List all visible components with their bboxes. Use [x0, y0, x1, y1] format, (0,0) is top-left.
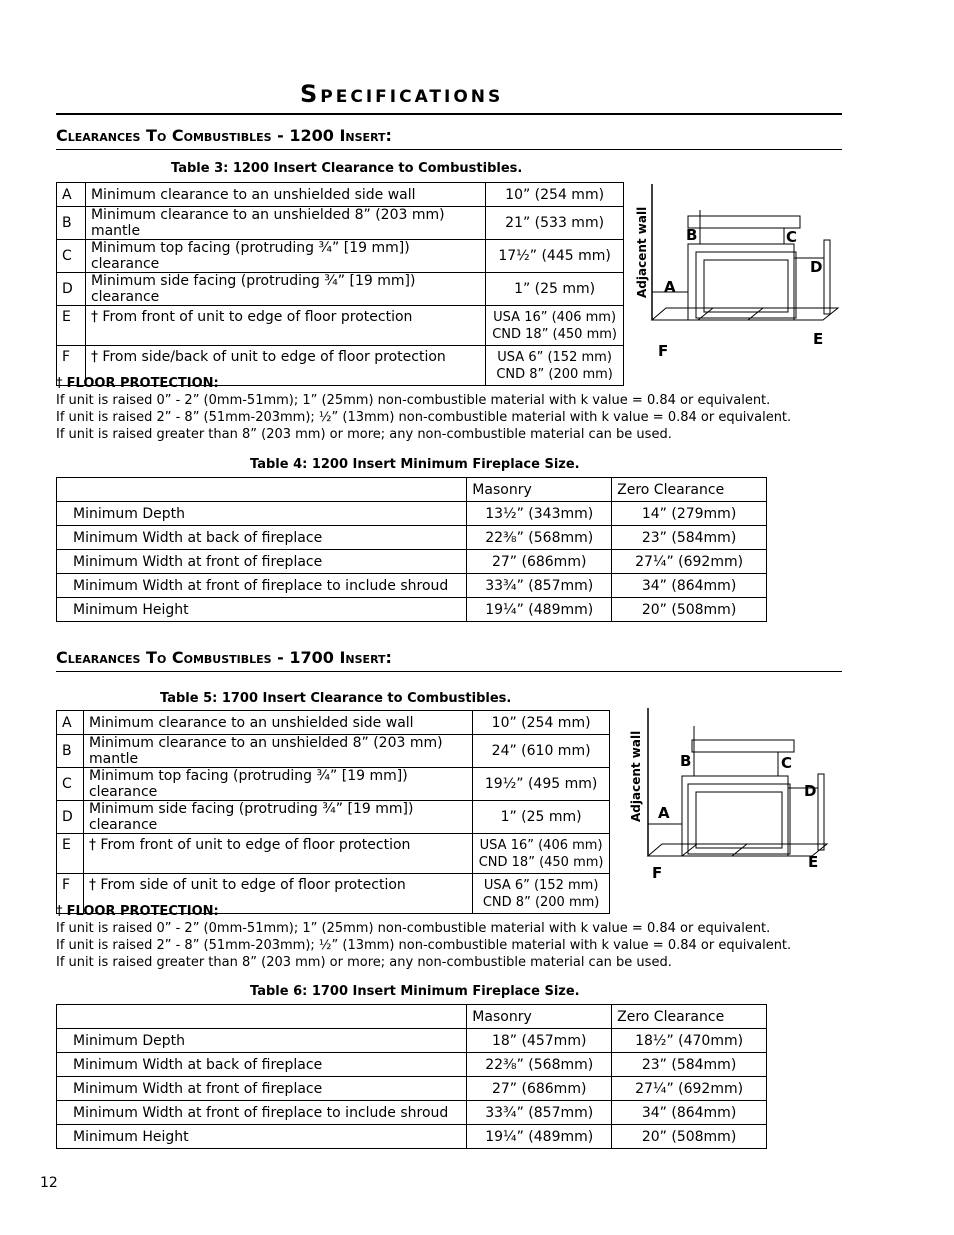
label-f: F	[658, 342, 669, 360]
size-zero: 20” (508mm)	[612, 598, 767, 622]
size-masonry: 27” (686mm)	[467, 1077, 612, 1101]
value-cnd: CND 8” (200 mm)	[496, 366, 613, 382]
table-row	[57, 1101, 767, 1125]
floor-protection-line: If unit is raised greater than 8” (203 mm) or more; any non-combustible material can be used.	[56, 955, 672, 970]
floor-protection-line: If unit is raised 2” - 8” (51mm-203mm); ½” (13mm) non-combustible material with k value = 0.84 or equivalent.	[56, 410, 792, 425]
value-cnd: CND 8” (200 mm)	[482, 894, 600, 910]
row-description: † From side/back of unit to edge of floor protection	[85, 346, 485, 386]
section-heading-1700: Clearances To Combustibles - 1700 Insert:	[56, 648, 392, 667]
size-masonry: 18” (457mm)	[467, 1029, 612, 1053]
row-description: Minimum top facing (protruding ¾” [19 mm]) clearance	[83, 768, 472, 801]
row-description: Minimum clearance to an unshielded 8” (203 mm) mantle	[85, 207, 485, 240]
label-e: E	[808, 853, 819, 871]
size-label: Minimum Height	[57, 1125, 467, 1149]
size-zero: 23” (584mm)	[612, 526, 767, 550]
label-d: D	[804, 782, 817, 800]
label-e: E	[813, 330, 824, 348]
label-f: F	[652, 864, 663, 882]
floor-protection-heading: FLOOR PROTECTION:	[66, 376, 219, 391]
table-row	[57, 711, 610, 735]
table-row	[57, 550, 767, 574]
floor-protection-note-1200	[56, 375, 856, 443]
size-label: Minimum Width at front of fireplace to include shroud	[57, 574, 467, 598]
side-facing	[818, 774, 824, 850]
row-value: 21” (533 mm)	[486, 207, 624, 240]
value-usa: USA 16” (406 mm)	[493, 309, 617, 325]
table-row	[57, 574, 767, 598]
wall-label: Adjacent wall	[629, 730, 643, 822]
wall-label: Adjacent wall	[635, 206, 649, 298]
row-description: Minimum side facing (protruding ¾” [19 mm]) clearance	[85, 273, 485, 306]
value-usa: USA 6” (152 mm)	[497, 349, 612, 365]
row-letter: D	[57, 273, 86, 306]
clearance-diagram-1200	[628, 180, 843, 360]
row-value: 1” (25 mm)	[486, 273, 624, 306]
floor-protection-line: If unit is raised 0” - 2” (0mm-51mm); 1” (25mm) non-combustible material with k value = 0.84 or equivalent.	[56, 393, 771, 408]
row-letter: C	[57, 768, 84, 801]
size-masonry: 19¼” (489mm)	[467, 598, 612, 622]
size-label: Minimum Width at front of fireplace	[57, 1077, 467, 1101]
header-zero-clearance: Zero Clearance	[612, 478, 767, 502]
size-zero: 34” (864mm)	[612, 1101, 767, 1125]
label-a: A	[658, 804, 670, 822]
label-b: B	[680, 752, 692, 770]
label-d: D	[810, 258, 823, 276]
row-value: 24” (610 mm)	[473, 735, 610, 768]
row-description: Minimum side facing (protruding ¾” [19 mm]) clearance	[83, 801, 472, 834]
size-label: Minimum Height	[57, 598, 467, 622]
size-masonry: 22⅜” (568mm)	[467, 526, 612, 550]
row-description: Minimum clearance to an unshielded side wall	[85, 183, 485, 207]
header-masonry: Masonry	[467, 478, 612, 502]
size-table-1700	[56, 1004, 767, 1149]
size-label: Minimum Width at front of fireplace	[57, 550, 467, 574]
table-caption-5: Table 5: 1700 Insert Clearance to Combustibles.	[160, 691, 512, 706]
size-masonry: 22⅜” (568mm)	[467, 1053, 612, 1077]
table-row	[57, 526, 767, 550]
clearance-diagram-1700	[622, 706, 837, 886]
row-value: 17½” (445 mm)	[486, 240, 624, 273]
row-value: 10” (254 mm)	[473, 711, 610, 735]
row-description: † From side of unit to edge of floor protection	[83, 874, 472, 914]
floor-protection-note-1700	[56, 903, 856, 971]
floor-protection-heading: FLOOR PROTECTION:	[66, 904, 219, 919]
size-masonry: 33¾” (857mm)	[467, 1101, 612, 1125]
dagger-symbol: †	[56, 376, 63, 391]
floor-protection-line: If unit is raised 2” - 8” (51mm-203mm); ½” (13mm) non-combustible material with k value = 0.84 or equivalent.	[56, 938, 792, 953]
row-description: † From front of unit to edge of floor protection	[83, 834, 472, 874]
table-caption-4: Table 4: 1200 Insert Minimum Fireplace Size.	[250, 457, 580, 472]
row-letter: E	[57, 306, 86, 346]
size-masonry: 13½” (343mm)	[467, 502, 612, 526]
size-zero: 27¼” (692mm)	[612, 550, 767, 574]
row-value: 19½” (495 mm)	[473, 768, 610, 801]
table-row	[57, 1077, 767, 1101]
side-facing	[824, 240, 830, 314]
size-label: Minimum Depth	[57, 502, 467, 526]
table-row	[57, 1125, 767, 1149]
table-row	[57, 735, 610, 768]
size-zero: 14” (279mm)	[612, 502, 767, 526]
floor-protection-line: If unit is raised 0” - 2” (0mm-51mm); 1” (25mm) non-combustible material with k value = 0.84 or equivalent.	[56, 921, 771, 936]
table-row	[57, 502, 767, 526]
row-description: Minimum top facing (protruding ¾” [19 mm]) clearance	[85, 240, 485, 273]
size-table-1200	[56, 477, 767, 622]
table-caption-3: Table 3: 1200 Insert Clearance to Combustibles.	[171, 161, 523, 176]
clearance-table-1200	[56, 182, 624, 386]
row-value	[473, 834, 610, 874]
size-masonry: 27” (686mm)	[467, 550, 612, 574]
table-row	[57, 207, 624, 240]
row-letter: F	[57, 874, 84, 914]
value-cnd: CND 18” (450 mm)	[492, 326, 617, 342]
size-label: Minimum Depth	[57, 1029, 467, 1053]
page-number: 12	[40, 1175, 58, 1191]
row-value: 10” (254 mm)	[486, 183, 624, 207]
row-description: † From front of unit to edge of floor protection	[85, 306, 485, 346]
value-usa: USA 6” (152 mm)	[483, 877, 599, 893]
row-letter: B	[57, 207, 86, 240]
row-letter: A	[57, 711, 84, 735]
header-masonry: Masonry	[467, 1005, 612, 1029]
size-label: Minimum Width at back of fireplace	[57, 1053, 467, 1077]
label-c: C	[781, 754, 793, 772]
page-title: Specifications	[300, 80, 504, 108]
size-zero: 27¼” (692mm)	[612, 1077, 767, 1101]
row-value	[486, 306, 624, 346]
value-usa: USA 16” (406 mm)	[479, 837, 603, 853]
table-row	[57, 1053, 767, 1077]
size-masonry: 19¼” (489mm)	[467, 1125, 612, 1149]
row-letter: F	[57, 346, 86, 386]
label-c: C	[786, 228, 798, 246]
row-description: Minimum clearance to an unshielded 8” (203 mm) mantle	[83, 735, 472, 768]
size-zero: 34” (864mm)	[612, 574, 767, 598]
floor-protection-line: If unit is raised greater than 8” (203 mm) or more; any non-combustible material can be used.	[56, 427, 672, 442]
value-cnd: CND 18” (450 mm)	[478, 854, 604, 870]
mantle	[692, 740, 794, 752]
row-letter: D	[57, 801, 84, 834]
size-zero: 18½” (470mm)	[612, 1029, 767, 1053]
table-header-row	[57, 1005, 767, 1029]
size-label: Minimum Width at front of fireplace to include shroud	[57, 1101, 467, 1125]
header-blank	[57, 1005, 467, 1029]
row-letter: E	[57, 834, 84, 874]
header-zero-clearance: Zero Clearance	[612, 1005, 767, 1029]
size-masonry: 33¾” (857mm)	[467, 574, 612, 598]
label-b: B	[686, 226, 698, 244]
size-zero: 20” (508mm)	[612, 1125, 767, 1149]
table-row	[57, 273, 624, 306]
row-letter: C	[57, 240, 86, 273]
insert-glass	[696, 792, 782, 848]
table-row	[57, 306, 624, 346]
title-rule	[56, 113, 842, 115]
table-row	[57, 240, 624, 273]
clearance-table-1700	[56, 710, 610, 914]
dagger-symbol: †	[56, 904, 63, 919]
insert-glass	[704, 260, 788, 312]
section-rule-1700	[56, 671, 842, 672]
size-label: Minimum Width at back of fireplace	[57, 526, 467, 550]
table-row	[57, 183, 624, 207]
row-value: 1” (25 mm)	[473, 801, 610, 834]
row-letter: A	[57, 183, 86, 207]
table-row	[57, 834, 610, 874]
row-letter: B	[57, 735, 84, 768]
table-row	[57, 598, 767, 622]
table-caption-6: Table 6: 1700 Insert Minimum Fireplace Size.	[250, 984, 580, 999]
size-zero: 23” (584mm)	[612, 1053, 767, 1077]
header-blank	[57, 478, 467, 502]
mantle	[688, 216, 800, 228]
label-a: A	[664, 278, 676, 296]
table-row	[57, 1029, 767, 1053]
table-header-row	[57, 478, 767, 502]
table-row	[57, 768, 610, 801]
table-row	[57, 801, 610, 834]
section-rule-1200	[56, 149, 842, 150]
row-description: Minimum clearance to an unshielded side wall	[83, 711, 472, 735]
section-heading-1200: Clearances To Combustibles - 1200 Insert:	[56, 126, 392, 145]
